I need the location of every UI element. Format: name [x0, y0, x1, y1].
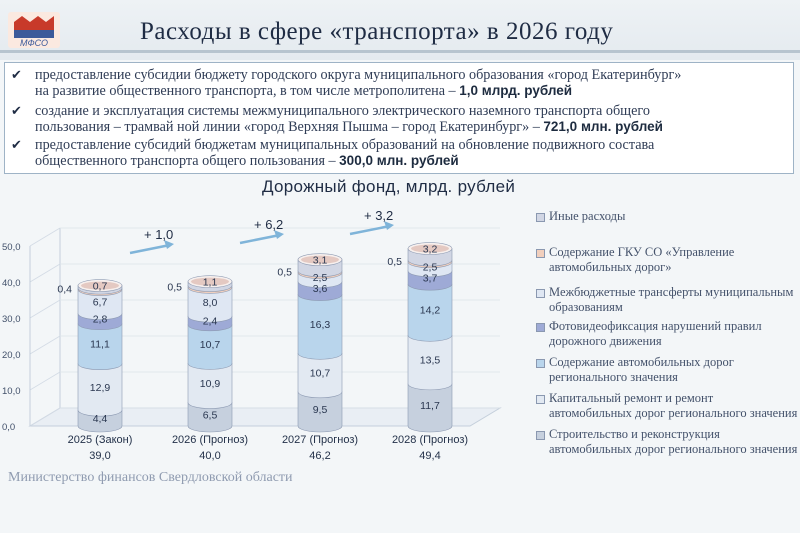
growth-arrow-icon [130, 245, 170, 253]
footer-text: Министерство финансов Свердловской области [8, 470, 293, 485]
data-label: 10,7 [199, 339, 221, 352]
data-label: 2,4 [202, 315, 218, 328]
data-label: 12,9 [89, 381, 111, 394]
checkmark-icon: ✔ [11, 137, 22, 152]
total-label: 39,0 [89, 450, 111, 462]
gridline [30, 300, 60, 318]
growth-arrow-icon [240, 235, 280, 243]
growth-arrow-icon [350, 226, 390, 234]
data-label: 11,7 [420, 399, 440, 412]
data-label: 0,5 [387, 255, 402, 268]
total-label: 46,2 [309, 450, 331, 462]
bullet-text: общественного транспорта общего пользования – [35, 153, 340, 169]
growth-label: + 1,0 [144, 227, 174, 242]
bullet-text: создание и эксплуатация системы межмуниципального электрического наземного транспорта общего [35, 103, 650, 119]
data-label: 0,4 [57, 283, 72, 296]
ministry-logo [4, 8, 64, 52]
bullet-text: предоставление субсидии бюджету городского округа муниципального образования «город Екатеринбург» [35, 67, 682, 83]
bullet-text: на развитие общественного транспорта, в том числе метрополитена – [35, 83, 460, 99]
data-label: 10,7 [309, 367, 331, 380]
data-label: 16,3 [309, 318, 331, 331]
gridline [30, 264, 60, 282]
data-label: 2,5 [312, 272, 328, 285]
data-label: 3,6 [312, 283, 328, 296]
y-tick-label: 30,0 [2, 314, 21, 325]
data-label: 1,1 [202, 276, 218, 289]
growth-label: + 3,2 [364, 208, 394, 223]
gridline [30, 228, 60, 246]
y-tick-label: 0,0 [2, 422, 16, 433]
data-label: 14,2 [419, 304, 441, 317]
bullet-amount: 300,0 млн. рублей [339, 153, 459, 168]
y-tick-label: 10,0 [2, 386, 21, 397]
legend-label: Межбюджетные трансферты муниципальным образованиям [549, 285, 794, 314]
bullet-amount: 1,0 млрд. рублей [459, 83, 573, 98]
gridline [30, 336, 60, 354]
data-label: 4,4 [92, 413, 108, 426]
x-tick-label: 2028 (Прогноз) [391, 434, 469, 446]
x-tick-label: 2026 (Прогноз) [171, 434, 249, 446]
legend-swatch [536, 323, 545, 332]
legend-swatch [536, 431, 545, 440]
gridline [30, 372, 60, 390]
bullet-list [4, 62, 794, 174]
data-label: 13,5 [419, 354, 441, 367]
svg-text:МФСО: МФСО [19, 38, 49, 48]
data-label: 0,5 [167, 281, 182, 294]
bullet-text: пользования – трамвай ной линии «город Верхняя Пышма – город Екатеринбург» – [35, 119, 544, 135]
x-tick-label: 2027 (Прогноз) [281, 434, 359, 446]
legend-swatch [536, 395, 545, 404]
checkmark-icon: ✔ [11, 67, 22, 82]
data-label: 0,7 [92, 280, 108, 293]
bullet-text: предоставление субсидий бюджетам муниципальных образований на обновление подвижного состава [35, 137, 655, 153]
legend-label: Иные расходы [549, 209, 626, 223]
growth-label: + 6,2 [254, 217, 284, 232]
legend-label: Содержание ГКУ СО «Управление автомобильных дорог» [549, 245, 735, 274]
page-title: Расходы в сфере «транспорта» в 2026 году [140, 18, 614, 45]
legend-label: Строительство и реконструкция автомобильных дорог регионального значения [549, 427, 798, 456]
chart-title: Дорожный фонд, млрд. рублей [262, 177, 516, 196]
total-label: 49,4 [419, 450, 441, 462]
data-label: 3,2 [422, 243, 438, 256]
data-label: 9,5 [312, 403, 328, 416]
legend-label: Содержание автомобильных дорог регионального значения [549, 355, 734, 384]
y-tick-label: 20,0 [2, 350, 21, 361]
y-tick-label: 50,0 [2, 242, 21, 253]
data-label: 3,7 [422, 272, 438, 285]
y-tick-label: 40,0 [2, 278, 21, 289]
data-label: 11,1 [90, 338, 110, 351]
checkmark-icon: ✔ [11, 103, 22, 118]
legend-label: Фотовидеофиксация нарушений правил дорожного движения [549, 319, 762, 348]
legend-swatch [536, 249, 545, 258]
data-label: 6,7 [92, 296, 108, 309]
legend-label: Капитальный ремонт и ремонт автомобильных дорог регионального значения [549, 391, 798, 420]
data-label: 8,0 [202, 296, 218, 309]
total-label: 40,0 [199, 450, 221, 462]
x-tick-label: 2025 (Закон) [67, 434, 133, 446]
data-label: 6,5 [202, 409, 218, 422]
legend-swatch [536, 289, 545, 298]
data-label: 2,8 [92, 313, 108, 326]
data-label: 2,5 [422, 261, 438, 274]
bullet-amount: 721,0 млн. рублей [543, 119, 663, 134]
legend-swatch [536, 359, 545, 368]
stacked-bar-chart [0, 200, 535, 470]
data-label: 0,5 [277, 266, 292, 279]
data-label: 10,9 [199, 377, 221, 390]
data-label: 3,1 [312, 254, 328, 267]
legend-swatch [536, 213, 545, 222]
header-divider [0, 50, 800, 53]
